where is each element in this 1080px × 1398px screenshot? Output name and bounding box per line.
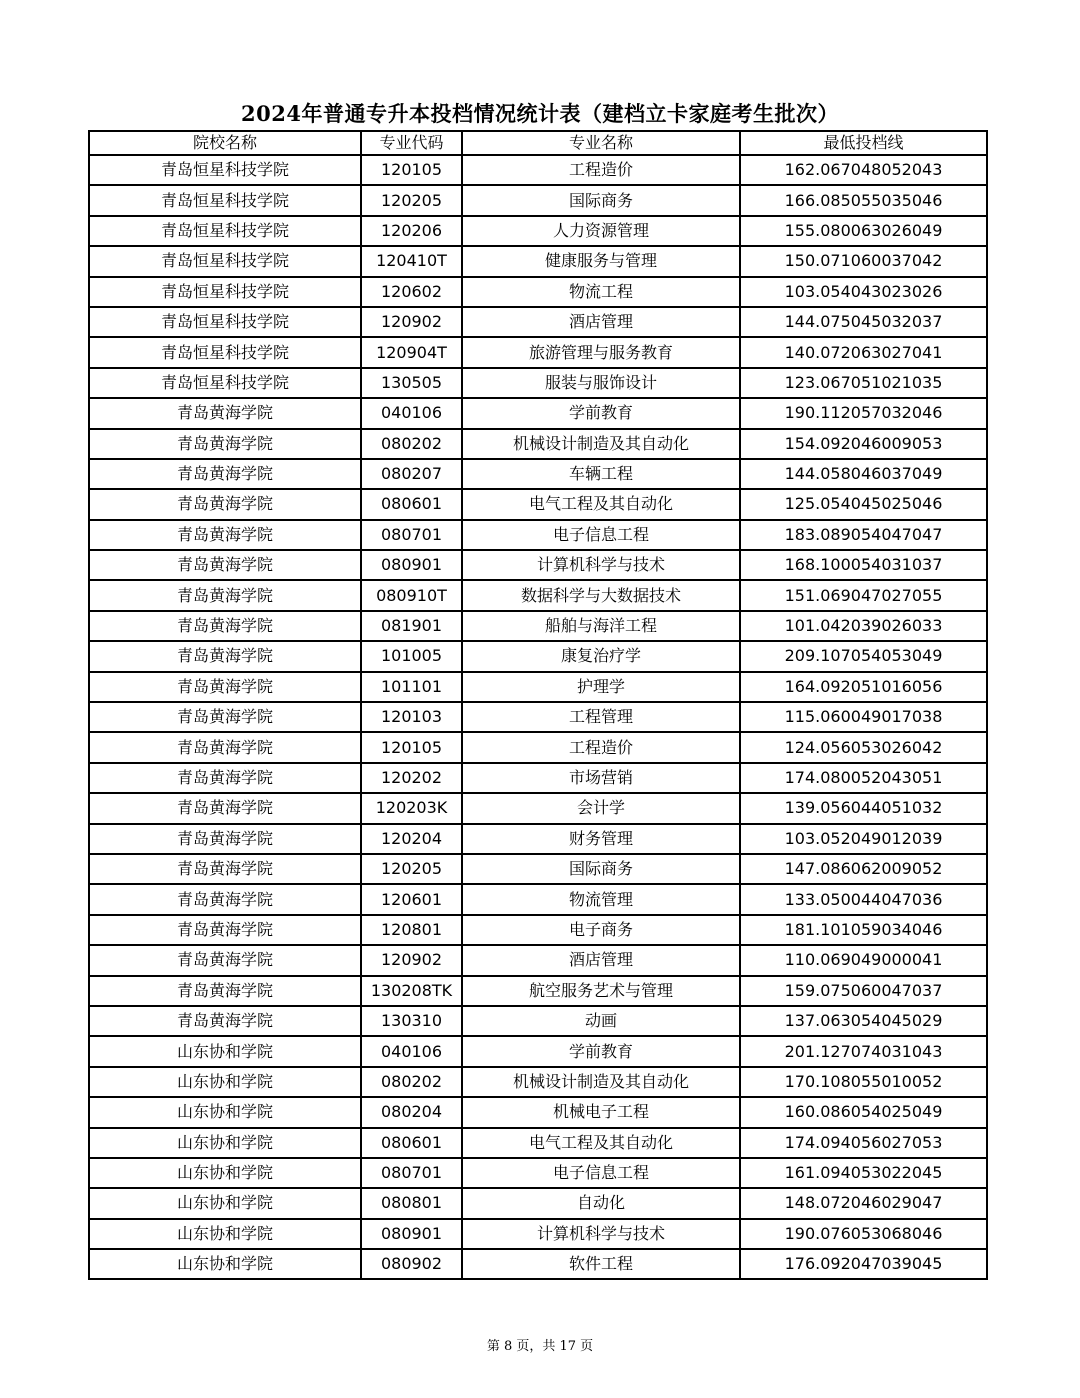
table-row	[89, 824, 987, 854]
cell-major-code: 080207	[361, 459, 462, 489]
cell-min-score: 190.112057032046	[740, 398, 987, 428]
cell-major-name: 物流管理	[462, 884, 740, 914]
cell-major-name: 电气工程及其自动化	[462, 489, 740, 519]
cell-major-name: 航空服务艺术与管理	[462, 976, 740, 1006]
cell-major-name: 酒店管理	[462, 307, 740, 337]
cell-major-code: 040106	[361, 398, 462, 428]
cell-major-code: 120205	[361, 185, 462, 215]
cell-major-name: 国际商务	[462, 185, 740, 215]
cell-min-score: 159.075060047037	[740, 976, 987, 1006]
cell-major-code: 120204	[361, 824, 462, 854]
cell-min-score: 144.058046037049	[740, 459, 987, 489]
cell-min-score: 160.086054025049	[740, 1097, 987, 1127]
cell-school: 青岛黄海学院	[89, 976, 361, 1006]
table-row	[89, 550, 987, 580]
cell-school: 青岛恒星科技学院	[89, 216, 361, 246]
cell-school: 青岛黄海学院	[89, 763, 361, 793]
cell-min-score: 166.085055035046	[740, 185, 987, 215]
cell-school: 青岛恒星科技学院	[89, 155, 361, 185]
cell-school: 山东协和学院	[89, 1158, 361, 1188]
cell-school: 青岛黄海学院	[89, 732, 361, 762]
cell-school: 青岛黄海学院	[89, 429, 361, 459]
cell-min-score: 148.072046029047	[740, 1188, 987, 1218]
cell-min-score: 133.050044047036	[740, 884, 987, 914]
table-row	[89, 337, 987, 367]
cell-school: 青岛恒星科技学院	[89, 368, 361, 398]
cell-school: 青岛恒星科技学院	[89, 307, 361, 337]
cell-school: 青岛黄海学院	[89, 489, 361, 519]
table-row	[89, 854, 987, 884]
cell-major-name: 国际商务	[462, 854, 740, 884]
cell-min-score: 164.092051016056	[740, 672, 987, 702]
cell-school: 山东协和学院	[89, 1067, 361, 1097]
cell-major-code: 101101	[361, 672, 462, 702]
cell-min-score: 155.080063026049	[740, 216, 987, 246]
cell-major-name: 机械设计制造及其自动化	[462, 429, 740, 459]
cell-major-code: 120203K	[361, 793, 462, 823]
cell-major-code: 120902	[361, 307, 462, 337]
cell-major-code: 080701	[361, 1158, 462, 1188]
cell-major-code: 040106	[361, 1036, 462, 1066]
cell-major-name: 学前教育	[462, 398, 740, 428]
cell-major-code: 120105	[361, 155, 462, 185]
cell-major-name: 船舶与海洋工程	[462, 611, 740, 641]
cell-min-score: 209.107054053049	[740, 641, 987, 671]
table-row	[89, 702, 987, 732]
cell-major-code: 081901	[361, 611, 462, 641]
cell-school: 青岛黄海学院	[89, 945, 361, 975]
document-title: 2024年普通专升本投档情况统计表（建档立卡家庭考生批次）	[241, 101, 839, 126]
cell-school: 青岛黄海学院	[89, 398, 361, 428]
cell-min-score: 154.092046009053	[740, 429, 987, 459]
cell-major-code: 120205	[361, 854, 462, 884]
table-row	[89, 1188, 987, 1218]
cell-major-code: 130208TK	[361, 976, 462, 1006]
table-row	[89, 945, 987, 975]
table-header-row	[89, 131, 987, 155]
cell-school: 山东协和学院	[89, 1036, 361, 1066]
cell-major-name: 软件工程	[462, 1249, 740, 1279]
table-row	[89, 611, 987, 641]
cell-major-code: 080910T	[361, 580, 462, 610]
cell-school: 山东协和学院	[89, 1128, 361, 1158]
cell-major-name: 人力资源管理	[462, 216, 740, 246]
cell-major-name: 机械设计制造及其自动化	[462, 1067, 740, 1097]
cell-min-score: 162.067048052043	[740, 155, 987, 185]
cell-school: 青岛黄海学院	[89, 641, 361, 671]
table-row	[89, 672, 987, 702]
cell-min-score: 174.080052043051	[740, 763, 987, 793]
cell-min-score: 125.054045025046	[740, 489, 987, 519]
cell-major-code: 080701	[361, 520, 462, 550]
table-row	[89, 1158, 987, 1188]
cell-major-name: 电子信息工程	[462, 1158, 740, 1188]
cell-major-code: 080202	[361, 429, 462, 459]
cell-major-name: 计算机科学与技术	[462, 1219, 740, 1249]
cell-major-code: 080202	[361, 1067, 462, 1097]
cell-major-name: 数据科学与大数据技术	[462, 580, 740, 610]
cell-school: 青岛黄海学院	[89, 459, 361, 489]
cell-school: 青岛黄海学院	[89, 854, 361, 884]
admission-table	[88, 130, 988, 1280]
cell-min-score: 201.127074031043	[740, 1036, 987, 1066]
table-row	[89, 1036, 987, 1066]
header-major-code: 专业代码	[361, 131, 462, 155]
cell-major-code: 080902	[361, 1249, 462, 1279]
cell-major-name: 电子商务	[462, 915, 740, 945]
table-row	[89, 277, 987, 307]
table-row	[89, 459, 987, 489]
cell-major-name: 康复治疗学	[462, 641, 740, 671]
cell-major-name: 旅游管理与服务教育	[462, 337, 740, 367]
cell-school: 青岛黄海学院	[89, 550, 361, 580]
cell-major-code: 120904T	[361, 337, 462, 367]
cell-school: 青岛黄海学院	[89, 520, 361, 550]
cell-school: 山东协和学院	[89, 1188, 361, 1218]
cell-major-name: 会计学	[462, 793, 740, 823]
cell-major-name: 物流工程	[462, 277, 740, 307]
cell-min-score: 183.089054047047	[740, 520, 987, 550]
cell-major-name: 学前教育	[462, 1036, 740, 1066]
cell-min-score: 151.069047027055	[740, 580, 987, 610]
cell-major-code: 080901	[361, 550, 462, 580]
cell-major-code: 120410T	[361, 246, 462, 276]
cell-min-score: 124.056053026042	[740, 732, 987, 762]
header-major-name: 专业名称	[462, 131, 740, 155]
cell-school: 山东协和学院	[89, 1097, 361, 1127]
table-row	[89, 1249, 987, 1279]
cell-major-name: 工程管理	[462, 702, 740, 732]
table-row	[89, 763, 987, 793]
cell-major-code: 120105	[361, 732, 462, 762]
table-row	[89, 1128, 987, 1158]
table-row	[89, 1219, 987, 1249]
cell-min-score: 123.067051021035	[740, 368, 987, 398]
table-row	[89, 1097, 987, 1127]
cell-school: 山东协和学院	[89, 1249, 361, 1279]
cell-major-name: 市场营销	[462, 763, 740, 793]
cell-school: 青岛黄海学院	[89, 611, 361, 641]
cell-major-code: 120902	[361, 945, 462, 975]
cell-major-name: 车辆工程	[462, 459, 740, 489]
cell-major-name: 财务管理	[462, 824, 740, 854]
cell-min-score: 115.060049017038	[740, 702, 987, 732]
table-row	[89, 246, 987, 276]
table-row	[89, 580, 987, 610]
cell-min-score: 139.056044051032	[740, 793, 987, 823]
cell-major-code: 101005	[361, 641, 462, 671]
table-row	[89, 398, 987, 428]
cell-min-score: 144.075045032037	[740, 307, 987, 337]
cell-school: 青岛黄海学院	[89, 915, 361, 945]
cell-min-score: 181.101059034046	[740, 915, 987, 945]
cell-min-score: 174.094056027053	[740, 1128, 987, 1158]
cell-school: 青岛黄海学院	[89, 1006, 361, 1036]
cell-major-code: 120103	[361, 702, 462, 732]
cell-major-name: 工程造价	[462, 155, 740, 185]
cell-major-name: 电气工程及其自动化	[462, 1128, 740, 1158]
cell-school: 青岛黄海学院	[89, 702, 361, 732]
cell-min-score: 110.069049000041	[740, 945, 987, 975]
cell-min-score: 170.108055010052	[740, 1067, 987, 1097]
table-row	[89, 429, 987, 459]
cell-min-score: 103.052049012039	[740, 824, 987, 854]
cell-major-name: 服装与服饰设计	[462, 368, 740, 398]
cell-school: 青岛恒星科技学院	[89, 337, 361, 367]
cell-major-code: 120206	[361, 216, 462, 246]
cell-school: 青岛黄海学院	[89, 824, 361, 854]
table-row	[89, 489, 987, 519]
cell-school: 青岛恒星科技学院	[89, 277, 361, 307]
cell-major-code: 080601	[361, 1128, 462, 1158]
cell-school: 山东协和学院	[89, 1219, 361, 1249]
header-school: 院校名称	[89, 131, 361, 155]
cell-major-name: 机械电子工程	[462, 1097, 740, 1127]
header-min-score: 最低投档线	[740, 131, 987, 155]
cell-min-score: 168.100054031037	[740, 550, 987, 580]
table-row	[89, 641, 987, 671]
cell-school: 青岛恒星科技学院	[89, 185, 361, 215]
cell-min-score: 190.076053068046	[740, 1219, 987, 1249]
cell-major-code: 080204	[361, 1097, 462, 1127]
table-row	[89, 1006, 987, 1036]
cell-major-code: 080601	[361, 489, 462, 519]
cell-major-name: 护理学	[462, 672, 740, 702]
cell-major-code: 080901	[361, 1219, 462, 1249]
table-row	[89, 915, 987, 945]
cell-min-score: 176.092047039045	[740, 1249, 987, 1279]
cell-major-code: 120602	[361, 277, 462, 307]
table-row	[89, 976, 987, 1006]
cell-major-code: 080801	[361, 1188, 462, 1218]
cell-major-code: 130505	[361, 368, 462, 398]
cell-min-score: 147.086062009052	[740, 854, 987, 884]
cell-min-score: 103.054043023026	[740, 277, 987, 307]
table-row	[89, 793, 987, 823]
table-row	[89, 307, 987, 337]
cell-major-name: 电子信息工程	[462, 520, 740, 550]
cell-major-code: 120601	[361, 884, 462, 914]
table-body	[89, 155, 987, 1279]
cell-min-score: 150.071060037042	[740, 246, 987, 276]
cell-school: 青岛黄海学院	[89, 884, 361, 914]
table-row	[89, 216, 987, 246]
table-row	[89, 368, 987, 398]
cell-min-score: 137.063054045029	[740, 1006, 987, 1036]
cell-school: 青岛黄海学院	[89, 580, 361, 610]
cell-school: 青岛黄海学院	[89, 672, 361, 702]
cell-major-name: 计算机科学与技术	[462, 550, 740, 580]
table-row	[89, 884, 987, 914]
cell-school: 青岛恒星科技学院	[89, 246, 361, 276]
cell-major-name: 工程造价	[462, 732, 740, 762]
cell-major-name: 健康服务与管理	[462, 246, 740, 276]
cell-min-score: 101.042039026033	[740, 611, 987, 641]
table-row	[89, 1067, 987, 1097]
cell-min-score: 140.072063027041	[740, 337, 987, 367]
cell-major-name: 动画	[462, 1006, 740, 1036]
cell-major-name: 酒店管理	[462, 945, 740, 975]
cell-major-code: 120202	[361, 763, 462, 793]
cell-major-code: 130310	[361, 1006, 462, 1036]
table-row	[89, 155, 987, 185]
cell-major-name: 自动化	[462, 1188, 740, 1218]
page-footer: 第 8 页，共 17 页	[486, 1339, 594, 1354]
table-row	[89, 185, 987, 215]
cell-major-code: 120801	[361, 915, 462, 945]
table-row	[89, 732, 987, 762]
cell-min-score: 161.094053022045	[740, 1158, 987, 1188]
cell-school: 青岛黄海学院	[89, 793, 361, 823]
table-row	[89, 520, 987, 550]
